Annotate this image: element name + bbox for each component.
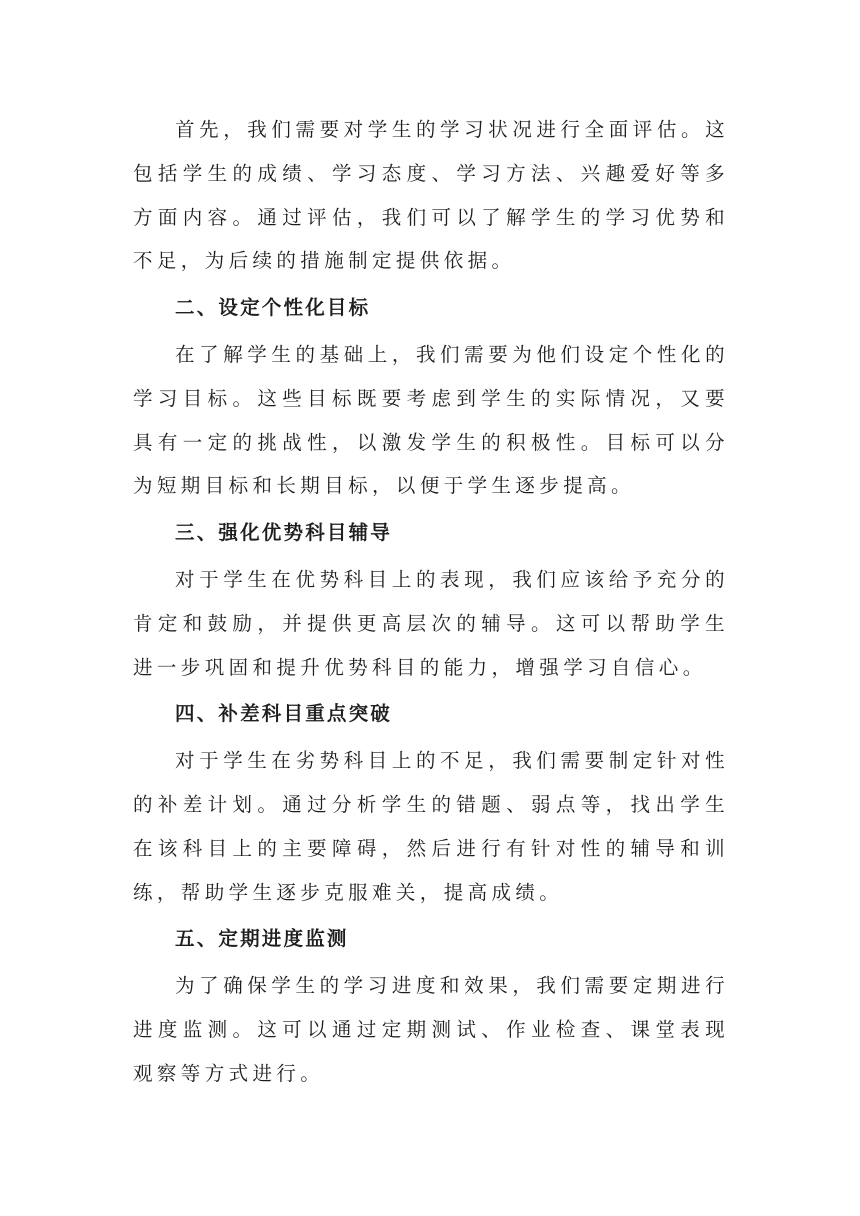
heading-weak-subjects: 四、补差科目重点突破 — [175, 702, 393, 726]
paragraph-goals: 在了解学生的基础上，我们需要为他们设定个性化的学习目标。这些目标既要考虑到学生的实际情况，又要具有一定的挑战性，以激发学生的积极性。目标可以分为短期目标和长期目标，以便于学生逐步提高。 — [133, 342, 729, 498]
paragraph-weak-subjects: 对于学生在劣势科目上的不足，我们需要制定针对性的补差计划。通过分析学生的错题、弱点等，找出学生在该科目上的主要障碍，然后进行有针对性的辅导和训练，帮助学生逐步克服难关，提高成绩。 — [133, 749, 729, 904]
document-body — [133, 108, 729, 1099]
heading-progress-monitoring: 五、定期进度监测 — [175, 927, 349, 951]
heading-set-goals: 二、设定个性化目标 — [175, 296, 371, 320]
paragraph-progress-monitoring: 为了确保学生的学习进度和效果，我们需要定期进行进度监测。这可以通过定期测试、作业检查、课堂表现观察等方式进行。 — [133, 974, 729, 1085]
heading-strong-subjects: 三、强化优势科目辅导 — [175, 521, 393, 545]
paragraph-assessment: 首先，我们需要对学生的学习状况进行全面评估。这包括学生的成绩、学习态度、学习方法、兴趣爱好等多方面内容。通过评估，我们可以了解学生的学习优势和不足，为后续的措施制定提供依据。 — [133, 118, 729, 273]
paragraph-strong-subjects: 对于学生在优势科目上的表现，我们应该给予充分的肯定和鼓励，并提供更高层次的辅导。这可以帮助学生进一步巩固和提升优势科目的能力，增强学习自信心。 — [133, 567, 729, 679]
